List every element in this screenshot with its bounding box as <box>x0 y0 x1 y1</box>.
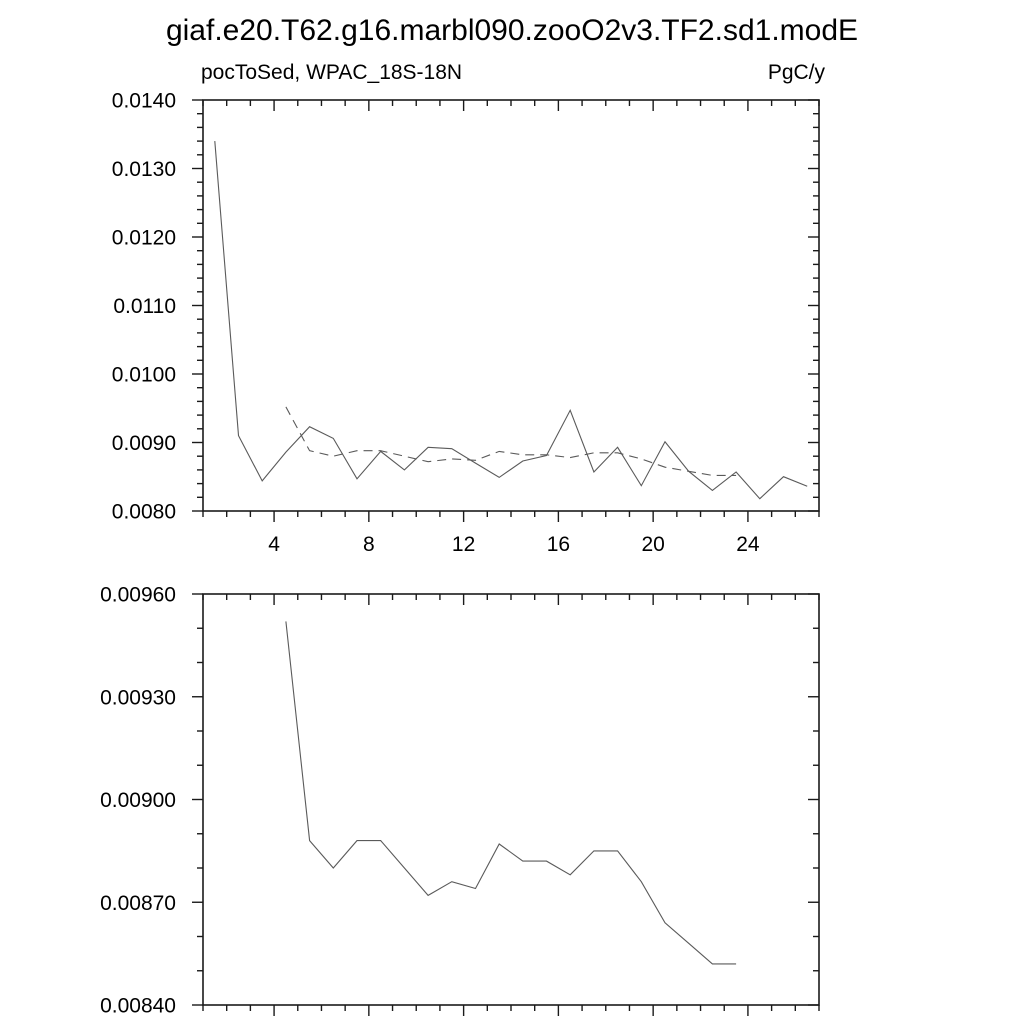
bottom-y-tick-label: 0.00870 <box>100 891 176 915</box>
bottom-series-running-mean <box>286 621 736 964</box>
bottom-y-tick-label: 0.00840 <box>100 994 176 1018</box>
top-y-tick-label: 0.0140 <box>111 89 176 113</box>
bottom-y-tick-label: 0.00960 <box>100 583 176 607</box>
top-x-tick-label: 8 <box>363 533 375 556</box>
top-y-tick-label: 0.0090 <box>111 432 176 455</box>
top-x-tick-label: 4 <box>268 533 280 556</box>
bottom-y-tick-label: 0.00900 <box>100 789 176 812</box>
top-y-tick-label: 0.0110 <box>113 295 176 318</box>
top-y-tick-label: 0.0100 <box>111 363 176 387</box>
top-y-tick-label: 0.0080 <box>111 500 176 524</box>
top-series-running-mean <box>286 407 736 476</box>
top-series-annual <box>215 141 807 499</box>
top-x-tick-label: 20 <box>641 533 665 556</box>
top-plot-variable-label: pocToSed, WPAC_18S-18N <box>201 61 463 84</box>
top-x-tick-label: 12 <box>451 533 476 556</box>
bottom-y-tick-label: 0.00930 <box>100 686 176 710</box>
top-plot-units-label: PgC/y <box>767 61 825 84</box>
bottom-plot-frame <box>203 594 819 1005</box>
top-y-tick-label: 0.0130 <box>111 158 176 181</box>
top-y-tick-label: 0.0120 <box>111 226 176 250</box>
top-plot-frame <box>203 100 819 511</box>
top-x-tick-label: 24 <box>736 533 760 556</box>
page-title: giaf.e20.T62.g16.marbl090.zooO2v3.TF2.sd1.modE <box>165 14 859 47</box>
top-x-tick-label: 16 <box>546 533 571 556</box>
